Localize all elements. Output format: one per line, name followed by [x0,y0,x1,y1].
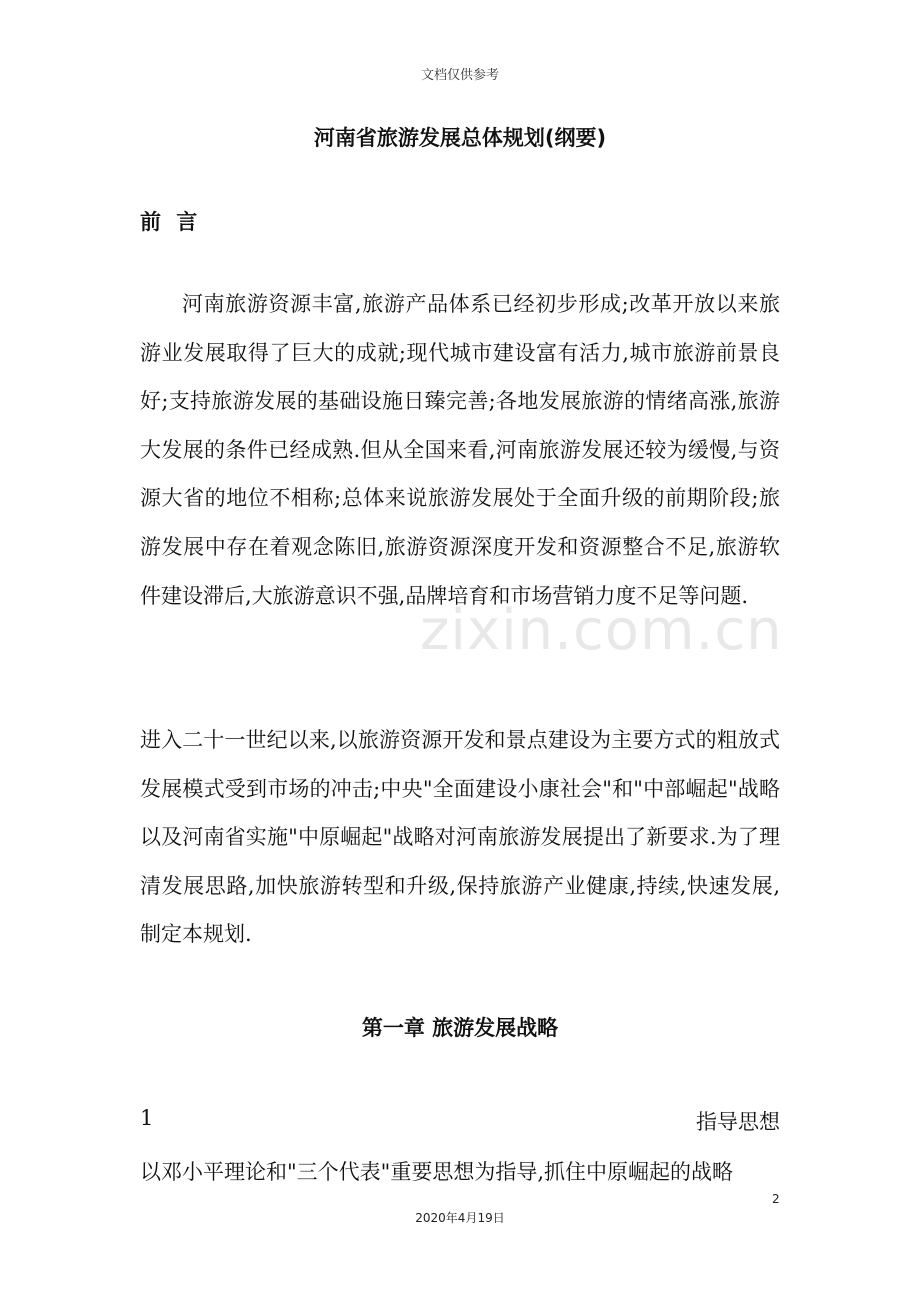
chapter-title: 第一章 旅游发展战略 [361,1016,559,1040]
preface-heading: 前 言 [140,210,202,234]
continuation-line: 以邓小平理论和"三个代表"重要思想为指导,抓住中原崛起的战略 [140,1160,733,1184]
body-paragraph-2: 进入二十一世纪以来,以旅游资源开发和景点建设为主要方式的粗放式发展模式受到市场的冲击;中央"全面建设小康社会"和"中部崛起"战略以及河南省实施"中原崛起"战略对河南旅游发展提出了新要求.为了理清发展思路,加快旅游转型和升级,保持旅游产业健康,持续,快速发展,制定本规划. [140,728,780,947]
page-number: 2 [772,1192,780,1206]
subsection-number: 1 [140,1106,154,1130]
document-title: 河南省旅游发展总体规划(纲要) [313,126,607,150]
subsection-title: 指导思想 [696,1110,780,1134]
footer-date: 2020年4月19日 [415,1211,505,1225]
header-note: 文档仅供参考 [420,68,499,83]
subsection-heading [140,1106,780,1136]
body-paragraph-1: 河南旅游资源丰富,旅游产品体系已经初步形成;改革开放以来旅游业发展取得了巨大的成就;现代城市建设富有活力,城市旅游前景良好;支持旅游发展的基础设施日臻完善;各地发展旅游的情绪高涨,旅游大发展的条件已经成熟.但从全国来看,河南旅游发展还较为缓慢,与资源大省的地位不相称;总体来说旅游发展处于全面升级的前期阶段;旅游发展中存在着观念陈旧,旅游资源深度开发和资源整合不足,旅游软件建设滞后,大旅游意识不强,品牌培育和市场营销力度不足等问题. [140,292,780,608]
watermark: zixin.com.cn [420,598,783,663]
